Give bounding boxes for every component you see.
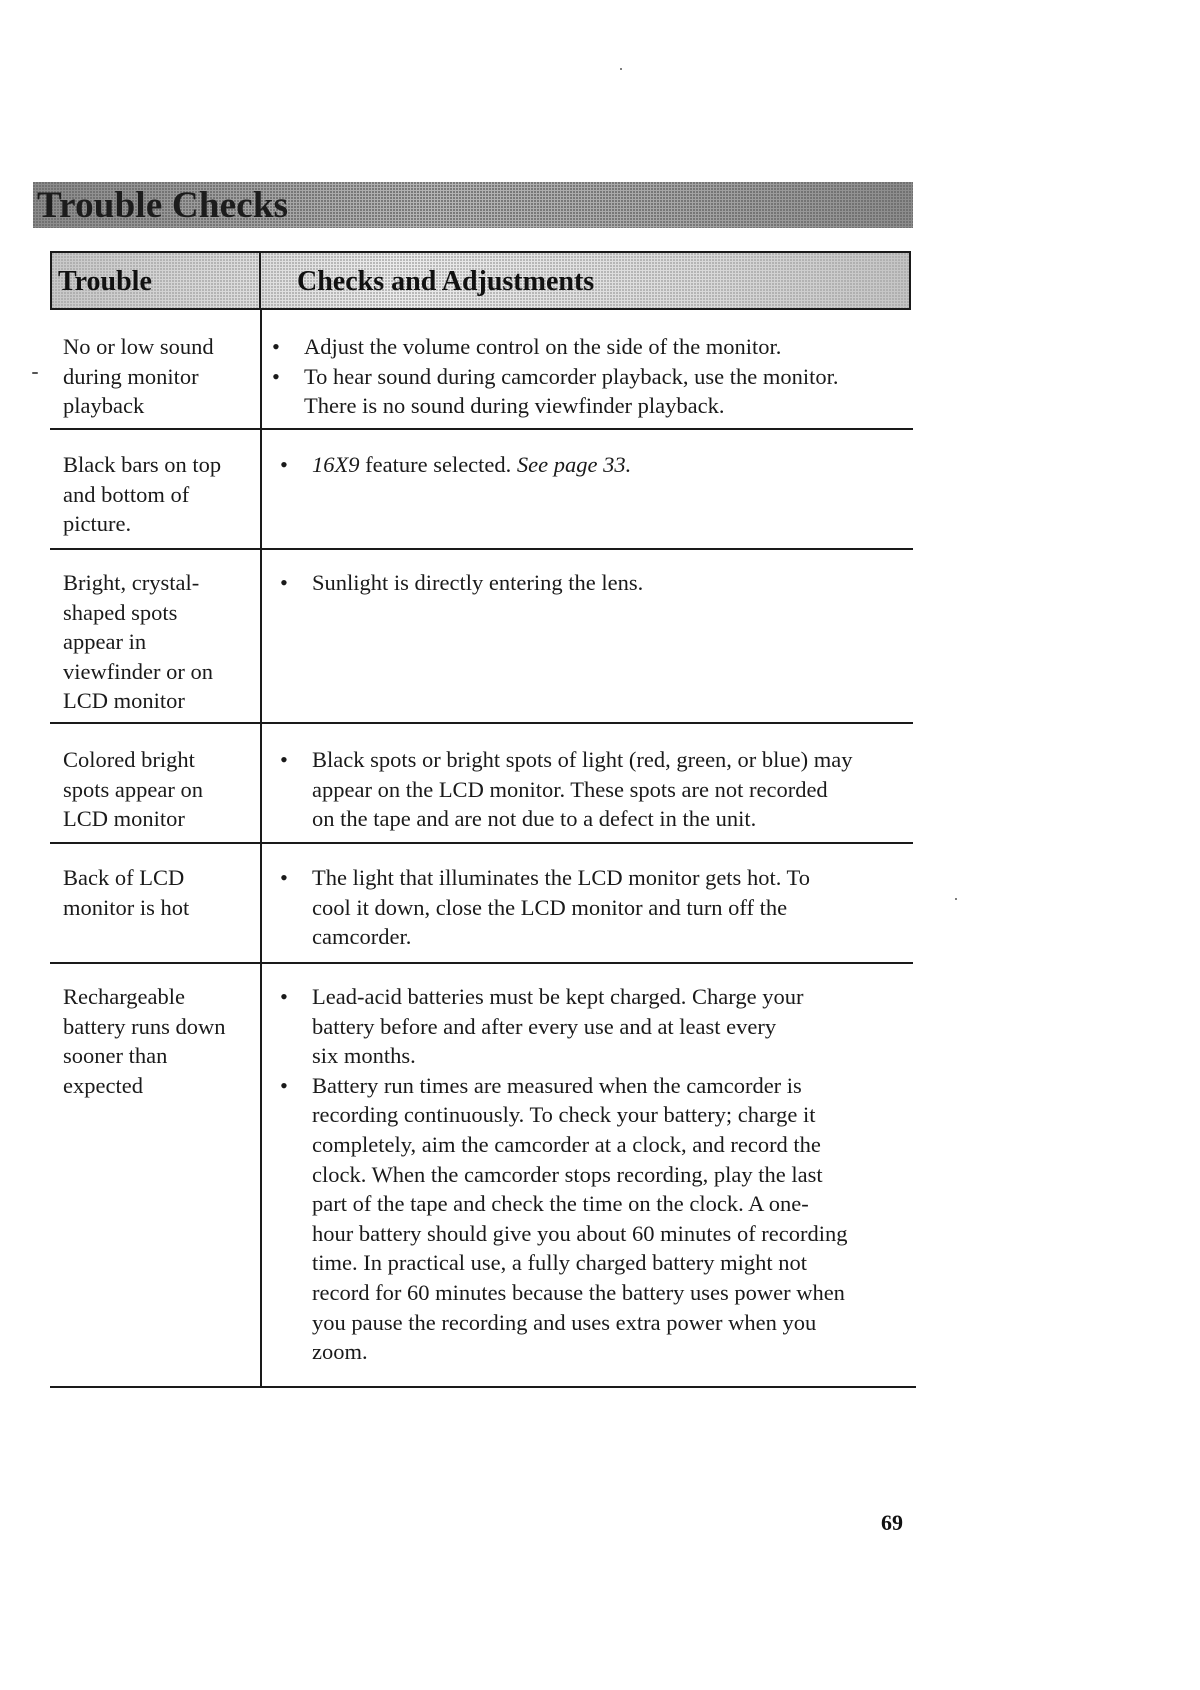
trouble-cell bbox=[63, 745, 253, 834]
checks-cell bbox=[280, 450, 920, 480]
trouble-cell bbox=[63, 863, 253, 922]
trouble-line: sooner than bbox=[63, 1043, 168, 1069]
bullet-icon: • bbox=[272, 334, 280, 359]
page-reference: See page 33. bbox=[516, 452, 632, 477]
trouble-cell bbox=[63, 450, 253, 539]
check-item bbox=[280, 863, 920, 952]
check-line: recording continuously. To check your battery; charge it bbox=[312, 1102, 816, 1128]
check-line: zoom. bbox=[312, 1339, 368, 1365]
check-item bbox=[272, 332, 912, 362]
check-line: hour battery should give you about 60 minutes of recording bbox=[312, 1220, 848, 1246]
check-line: six months. bbox=[312, 1043, 416, 1069]
bullet-icon: • bbox=[280, 865, 288, 890]
checks-cell bbox=[280, 745, 920, 834]
check-line: completely, aim the camcorder at a clock, and record the bbox=[312, 1131, 821, 1157]
trouble-line: LCD monitor bbox=[63, 688, 185, 714]
column-divider bbox=[260, 310, 262, 1388]
check-line: you pause the recording and uses extra power when you bbox=[312, 1309, 817, 1335]
check-line: clock. When the camcorder stops recording, play the last bbox=[312, 1161, 823, 1187]
trouble-line: monitor is hot bbox=[63, 894, 190, 920]
trouble-line: Rechargeable bbox=[63, 984, 186, 1009]
checks-cell bbox=[280, 863, 920, 952]
check-line: To hear sound during camcorder playback, use the monitor. bbox=[304, 363, 839, 389]
check-line: Black spots or bright spots of light (red, green, or blue) may bbox=[312, 747, 853, 772]
header-checks-and-adjustments: Checks and Adjustments bbox=[297, 266, 595, 297]
check-line bbox=[312, 450, 920, 480]
check-line: time. In practical use, a fully charged battery might not bbox=[312, 1250, 808, 1276]
trouble-line: during monitor bbox=[63, 363, 199, 389]
trouble-line: and bottom of bbox=[63, 481, 190, 507]
header-divider bbox=[259, 253, 261, 308]
trouble-line: viewfinder or on bbox=[63, 658, 213, 684]
check-item bbox=[280, 1071, 920, 1367]
trouble-line: Back of LCD bbox=[63, 865, 185, 890]
row-divider bbox=[50, 722, 913, 724]
row-divider bbox=[50, 548, 913, 550]
check-item bbox=[280, 745, 920, 834]
trouble-line: No or low sound bbox=[63, 334, 214, 359]
scan-speck bbox=[955, 898, 957, 900]
trouble-line: expected bbox=[63, 1072, 143, 1098]
check-line: Adjust the volume control on the side of the monitor. bbox=[304, 334, 782, 359]
trouble-line: appear in bbox=[63, 629, 147, 655]
check-item bbox=[280, 982, 920, 1071]
page-number: 69 bbox=[881, 1510, 903, 1535]
check-line: record for 60 minutes because the battery uses power when bbox=[312, 1279, 845, 1305]
check-line: battery before and after every use and at least every bbox=[312, 1013, 777, 1039]
check-line: camcorder. bbox=[312, 924, 412, 950]
header-trouble: Trouble bbox=[58, 266, 152, 297]
row-divider bbox=[50, 962, 913, 964]
check-line: part of the tape and check the time on the clock. A one- bbox=[312, 1191, 809, 1217]
trouble-line: Colored bright bbox=[63, 747, 195, 772]
section-title-banner bbox=[33, 182, 913, 228]
checks-cell bbox=[272, 332, 912, 421]
check-line: Battery run times are measured when the camcorder is bbox=[312, 1072, 802, 1098]
trouble-line: Bright, crystal- bbox=[63, 570, 200, 595]
checks-cell bbox=[280, 568, 920, 598]
checks-cell bbox=[280, 982, 920, 1367]
trouble-line: shaped spots bbox=[63, 599, 178, 625]
trouble-line: picture. bbox=[63, 511, 132, 537]
section-title: Trouble Checks bbox=[37, 185, 289, 226]
check-line: Sunlight is directly entering the lens. bbox=[312, 570, 644, 595]
check-text: feature selected. bbox=[359, 452, 517, 477]
trouble-line: playback bbox=[63, 393, 145, 419]
bullet-icon: • bbox=[280, 984, 288, 1009]
row-divider bbox=[50, 1386, 916, 1388]
check-line: The light that illuminates the LCD monitor gets hot. To bbox=[312, 865, 810, 890]
bullet-icon: • bbox=[280, 1072, 288, 1098]
feature-name: 16X9 bbox=[312, 452, 360, 477]
trouble-cell bbox=[63, 332, 253, 421]
scan-speck bbox=[32, 372, 38, 374]
trouble-cell bbox=[63, 568, 253, 716]
check-item bbox=[280, 568, 920, 598]
check-line: There is no sound during viewfinder playback. bbox=[304, 393, 725, 419]
check-item bbox=[280, 450, 920, 480]
trouble-cell bbox=[63, 982, 253, 1100]
scan-speck bbox=[620, 68, 622, 70]
bullet-icon: • bbox=[280, 570, 288, 595]
trouble-line: Black bars on top bbox=[63, 452, 222, 477]
check-line: cool it down, close the LCD monitor and turn off the bbox=[312, 894, 788, 920]
check-line: Lead-acid batteries must be kept charged. Charge your bbox=[312, 984, 804, 1009]
check-line: appear on the LCD monitor. These spots are not recorded bbox=[312, 776, 828, 802]
bullet-icon: • bbox=[280, 452, 288, 477]
trouble-line: spots appear on bbox=[63, 776, 203, 802]
table-header bbox=[50, 251, 911, 310]
row-divider bbox=[50, 428, 913, 430]
bullet-icon: • bbox=[272, 363, 280, 389]
bullet-icon: • bbox=[280, 747, 288, 772]
check-line: on the tape and are not due to a defect in the unit. bbox=[312, 806, 757, 832]
trouble-line: LCD monitor bbox=[63, 806, 185, 832]
trouble-line: battery runs down bbox=[63, 1013, 226, 1039]
row-divider bbox=[50, 842, 913, 844]
check-item bbox=[272, 362, 912, 421]
